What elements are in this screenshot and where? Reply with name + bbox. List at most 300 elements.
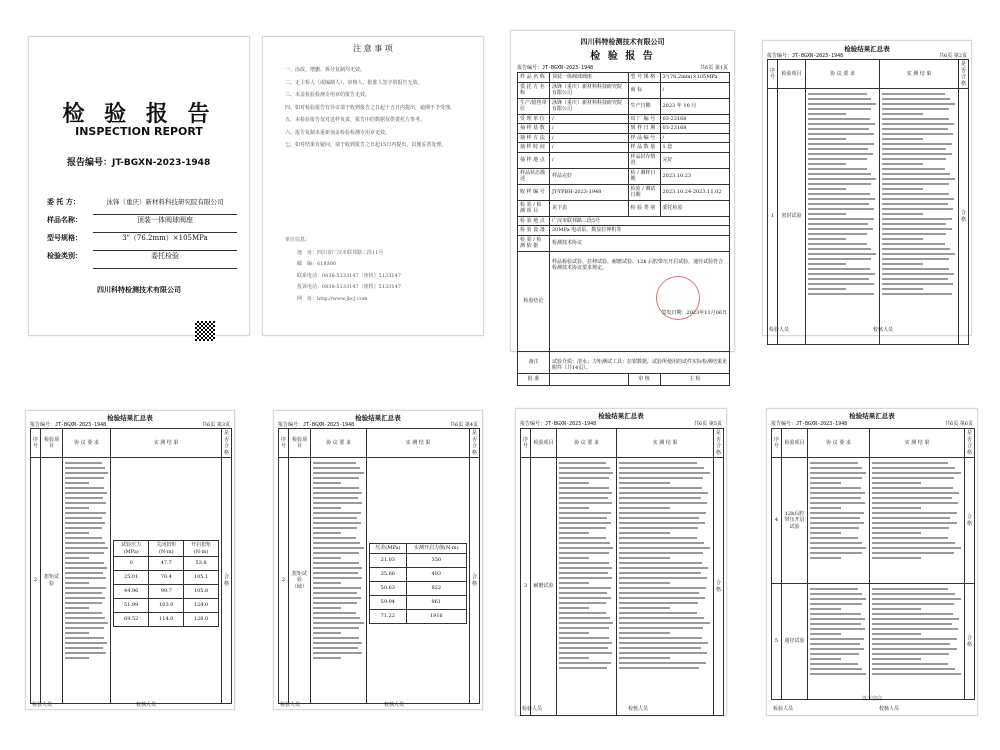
category-label: 检验类别： [47, 251, 82, 260]
text-line [313, 512, 361, 514]
text-line [808, 273, 875, 275]
info-row [518, 143, 730, 153]
torque-cell: 25.01 [114, 571, 149, 585]
info-label: 检验 / 测试日期 [628, 184, 660, 200]
text-line [810, 633, 841, 635]
text-line [65, 597, 105, 599]
req-cell [557, 458, 617, 716]
text-line [808, 233, 867, 235]
summary-title: 检验结果汇总表 [107, 414, 153, 422]
text-line [882, 93, 945, 95]
text-line [882, 253, 955, 255]
text-line [810, 557, 841, 559]
text-lines [882, 93, 956, 343]
text-line [65, 542, 105, 544]
text-line [810, 658, 841, 660]
reviewer-label: 校核人员 [384, 702, 405, 708]
item-header: 检验项目 [41, 429, 63, 458]
req-header: 协 议 要 求 [311, 429, 367, 458]
text-line [65, 642, 107, 644]
text-line [810, 462, 858, 464]
text-line [808, 98, 871, 100]
sample-label: 样品名称： [47, 215, 82, 224]
text-line [559, 637, 609, 639]
text-line [810, 547, 866, 549]
summary-title: 检验结果汇总表 [598, 412, 644, 420]
seq-cell: 1 [768, 89, 778, 345]
text-line [65, 647, 103, 649]
text-line [559, 512, 611, 514]
judge-cell: 合格 [964, 458, 974, 584]
text-line [810, 492, 865, 494]
text-line [872, 497, 952, 499]
seq-cell: 2 [279, 458, 289, 704]
text-line [313, 497, 358, 499]
seq-cell: 3 [521, 458, 531, 716]
text-line [619, 497, 701, 499]
text-line [313, 647, 358, 649]
text-line [559, 577, 612, 579]
text-line [808, 198, 875, 200]
text-line [810, 507, 841, 509]
text-line [619, 607, 670, 609]
sign-row [518, 373, 730, 385]
text-line [65, 592, 102, 594]
text-line [872, 522, 957, 524]
text-line [808, 243, 867, 245]
text-line [872, 633, 921, 635]
text-line [810, 663, 858, 665]
text-line [65, 572, 103, 574]
seq-header: 序号 [772, 429, 782, 458]
sample-value: 顶装一体阀球阀座 [93, 215, 237, 233]
text-line [619, 667, 699, 669]
text-line [808, 183, 871, 185]
text-line [872, 477, 954, 479]
text-line [810, 517, 860, 519]
text-line [882, 138, 923, 140]
text-line [65, 507, 89, 509]
sample-row [47, 215, 237, 233]
text-line [65, 467, 105, 469]
torque-cell: 103.0 [149, 599, 184, 613]
text-line [808, 203, 869, 205]
text-line [313, 557, 341, 559]
req-header: 协 议 要 求 [806, 60, 880, 89]
info-value: 见下表 [550, 200, 629, 216]
notice-item: 二、无主检人（或编制人）、审核人、批准人签字的报告无效。 [285, 79, 423, 86]
text-line [619, 577, 707, 579]
text-line [559, 597, 611, 599]
torque-cell: 44.96 [114, 585, 149, 599]
text-line [872, 598, 961, 600]
seq-cell: 2 [31, 458, 41, 704]
torque-cell: 922 [406, 581, 466, 595]
judge-cell: 合格 [469, 458, 479, 704]
info-value: 委托检验 [660, 200, 730, 216]
text-line [872, 512, 957, 514]
text-line [619, 652, 707, 654]
text-line [65, 512, 106, 514]
text-line [313, 482, 341, 484]
sign-label: 审 核 [628, 373, 660, 385]
info-label: 检 / 测样日期 [628, 168, 660, 184]
text-line [808, 163, 846, 165]
text-line [808, 283, 874, 285]
req-cell [808, 458, 870, 584]
text-line [810, 598, 866, 600]
text-line [559, 552, 609, 554]
info-label: 检 验 类 别 [628, 200, 660, 216]
torque-cell: 53.8 [184, 557, 219, 571]
info-value: 03-23168 [660, 114, 730, 124]
info-label: 抽 样 方 法 [518, 133, 550, 143]
text-line [619, 567, 708, 569]
item-header: 检验项目 [531, 429, 557, 458]
text-line [313, 527, 357, 529]
text-line [559, 562, 609, 564]
report-no: 报告编号：JT-BGXN-2023-1948 [517, 65, 594, 71]
res-header: 实 测 结 果 [870, 429, 965, 458]
text-line [313, 587, 361, 589]
judge-cell: 合格 [964, 584, 974, 700]
qr-code [195, 321, 215, 341]
info-row [518, 184, 730, 200]
text-line [810, 653, 859, 655]
info-label: 抽 样 时 间 [518, 143, 550, 153]
info-row [518, 351, 730, 373]
item-cell: 密封试验 [778, 89, 806, 345]
text-line [313, 657, 341, 659]
info-value: / [550, 124, 629, 134]
judge-cell: 合格 [713, 458, 723, 716]
report-no-label: 报告编号： [67, 158, 113, 168]
info-label: 抽 样 基 数 [518, 124, 550, 134]
text-line [872, 628, 958, 630]
text-line [808, 123, 875, 125]
text-line [808, 293, 874, 295]
text-line [808, 268, 870, 270]
sign-cell [550, 373, 629, 385]
phone: 联系电话：0838-5133147（座机）5133147 [297, 272, 401, 279]
torque-cell: 35.66 [370, 567, 407, 581]
torque-cell: 0 [114, 557, 149, 571]
summary-page: 共6页 第3页 [202, 422, 230, 428]
summary-page-3 [25, 410, 235, 710]
text-line [810, 613, 861, 615]
text-line [872, 547, 961, 549]
text-line [808, 133, 874, 135]
text-line [313, 572, 358, 574]
text-line [808, 188, 846, 190]
info-value: 泳锋（重庆）新材料科技研究院有限公司 [550, 98, 629, 114]
text-line [559, 477, 609, 479]
text-line [882, 128, 948, 130]
text-line [65, 577, 106, 579]
text-line [808, 158, 867, 160]
text-line [619, 472, 710, 474]
text-line [882, 218, 952, 220]
text-line [808, 178, 876, 180]
info-value: / [550, 133, 629, 143]
report-no: JT-BGXN-2023-1948 [112, 158, 211, 168]
text-line [810, 618, 865, 620]
notice-item: 七、如对结果有疑问，请于收到报告之日起15日内提出，以便妥善处理。 [285, 142, 447, 148]
req-cell [808, 584, 870, 700]
torque-cell: 961 [406, 595, 466, 609]
torque-table [369, 543, 467, 624]
text-line [882, 188, 923, 190]
text-line [313, 577, 362, 579]
text-line [559, 587, 611, 589]
seq-cell: 4 [772, 458, 782, 584]
summary-table [767, 59, 969, 345]
info-value: 试验介质：清水；力矩测试工具：拉钳数据，试验所使用的试件实际检测结果见附件（共14页）。 [550, 351, 730, 373]
text-line [559, 567, 612, 569]
text-line [872, 663, 948, 665]
text-line [808, 208, 874, 210]
text-line [872, 603, 954, 605]
issue-date: 签发日期：2023年11月06日 [661, 309, 727, 316]
item-header: 检验项目 [289, 429, 311, 458]
text-line [882, 118, 949, 120]
text-line [808, 253, 876, 255]
info-value: 1 套 [660, 143, 730, 153]
cover-org: 四川科特检测技术有限公司 [97, 285, 181, 294]
info-value: 03-23168 [660, 124, 730, 134]
text-line [810, 648, 864, 650]
text-line [808, 128, 869, 130]
info-row [518, 114, 730, 124]
text-line [808, 148, 868, 150]
text-line [872, 502, 958, 504]
torque-cell: 105.8 [184, 585, 219, 599]
text-line [872, 608, 921, 610]
item-cell: 12h后腔带压开启试验 [782, 458, 808, 584]
text-line [619, 482, 670, 484]
report-page-no: 共6页 第1页 [700, 65, 728, 71]
text-line [619, 552, 703, 554]
summary-page-5 [515, 408, 727, 716]
text-line [619, 632, 670, 634]
info-label: 生产/销售单位 [518, 98, 550, 114]
text-line [882, 288, 923, 290]
info-row [518, 98, 730, 114]
text-line [882, 153, 952, 155]
text-line [808, 223, 868, 225]
text-line [65, 567, 107, 569]
summary-no: 报告编号：JT-BGXN-2023-1948 [278, 422, 355, 428]
text-line [559, 617, 610, 619]
text-line [872, 462, 948, 464]
notice-item: 一、涂改、增删、拆分复制均无效。 [285, 67, 366, 73]
text-line [808, 173, 871, 175]
text-line [882, 223, 946, 225]
inspection-seal [656, 276, 700, 320]
text-line [313, 472, 363, 474]
info-label: 受 理 单 位 [518, 114, 550, 124]
model-label: 型号规格： [47, 233, 82, 242]
text-line [559, 572, 608, 574]
seq-header: 序号 [31, 429, 41, 458]
torque-row [114, 613, 219, 627]
text-line [619, 532, 670, 534]
summary-title: 检验结果汇总表 [355, 414, 401, 422]
notice-item: 五、本检验报告仅对送样负责，报告中的数据仅供委托方参考。 [285, 117, 426, 123]
info-label: 到 样 日 期 [628, 124, 660, 134]
text-line [313, 477, 359, 479]
text-lines [872, 462, 962, 582]
res-header: 实 测 结 果 [617, 429, 714, 458]
text-line [559, 482, 589, 484]
text-line [65, 617, 105, 619]
text-line [313, 592, 357, 594]
text-line [313, 597, 361, 599]
text-line [872, 618, 959, 620]
text-line [882, 163, 923, 165]
text-line [619, 547, 710, 549]
info-value: 泳锋（重庆）新材料科技研究院有限公司 [550, 82, 629, 98]
text-line [313, 637, 359, 639]
text-line [808, 193, 870, 195]
info-value: / [660, 82, 730, 98]
text-line [65, 632, 89, 634]
report-org: 四川科特检测技术有限公司 [580, 37, 665, 46]
info-row [518, 152, 730, 168]
text-line [313, 522, 361, 524]
text-line [619, 487, 702, 489]
inspector-label: 检验人员 [769, 327, 790, 333]
text-line [619, 467, 704, 469]
text-line [882, 263, 923, 265]
text-line [872, 593, 955, 595]
torque-row [114, 557, 219, 571]
report-page [510, 30, 735, 382]
text-line [872, 527, 949, 529]
text-line [872, 552, 954, 554]
torque-header: 开启扭矩(N·m) [184, 541, 219, 557]
text-line [882, 238, 923, 240]
summary-title: 检验结果汇总表 [849, 412, 895, 420]
text-line [872, 517, 950, 519]
text-line [559, 507, 589, 509]
info-label: 检 验 / 检 测 依 据 [518, 235, 550, 251]
info-row [518, 226, 730, 236]
text-line [559, 487, 609, 489]
torque-cell: 128.0 [184, 613, 219, 627]
info-label: 收 样 编 号 [518, 184, 550, 200]
info-label: 备注 [518, 351, 550, 373]
text-line [810, 502, 865, 504]
summary-title: 检验结果汇总表 [844, 45, 890, 53]
text-line [872, 542, 955, 544]
text-line [65, 657, 89, 659]
text-line [810, 497, 861, 499]
text-line [313, 607, 341, 609]
text-line [810, 472, 866, 474]
summary-table [520, 428, 724, 716]
summary-table [278, 428, 480, 704]
text-line [619, 512, 706, 514]
torque-row [370, 581, 467, 595]
notice-page [262, 36, 484, 336]
text-line [872, 658, 921, 660]
torque-cell: 105.1 [184, 571, 219, 585]
torque-row [370, 609, 467, 623]
text-line [65, 477, 104, 479]
text-line [559, 557, 589, 559]
text-line [619, 617, 704, 619]
text-line [810, 588, 858, 590]
contact-title: 单位信息： [285, 237, 311, 243]
text-line [882, 198, 954, 200]
text-line [882, 108, 949, 110]
reviewer-label: 校核人员 [879, 706, 900, 712]
text-lines [810, 588, 867, 698]
text-line [808, 258, 871, 260]
summary-page: 共6页 第4页 [450, 422, 478, 428]
text-line [559, 592, 607, 594]
text-line [810, 673, 866, 675]
text-line [810, 593, 862, 595]
text-line [65, 547, 108, 549]
text-line [619, 542, 704, 544]
text-line [810, 522, 864, 524]
text-line [559, 612, 606, 614]
info-label: 检 验 / 检 测 项 目 [518, 200, 550, 216]
judge-header: 是否合格 [221, 429, 231, 458]
info-value: 2023.10.23 [660, 168, 730, 184]
text-line [808, 113, 846, 115]
zip: 邮 编：618300 [297, 261, 337, 267]
info-row [518, 235, 730, 251]
text-line [619, 507, 670, 509]
text-line [808, 153, 873, 155]
text-line [559, 522, 611, 524]
text-line [559, 502, 612, 504]
req-cell [63, 458, 111, 704]
text-line [313, 632, 341, 634]
text-line [882, 258, 949, 260]
torque-cell: 1916 [406, 609, 466, 623]
text-line [619, 557, 670, 559]
text-lines [872, 588, 962, 698]
text-line [65, 527, 102, 529]
text-line [882, 98, 950, 100]
summary-page: 共6页 第6页 [945, 421, 973, 427]
sign-label: 主 检 [660, 373, 730, 385]
text-line [808, 143, 874, 145]
info-row [518, 200, 730, 216]
text-line [65, 522, 105, 524]
text-line [882, 248, 950, 250]
text-line [559, 547, 613, 549]
text-line [65, 552, 104, 554]
cover-page [28, 36, 250, 336]
text-line [619, 627, 703, 629]
text-line [559, 657, 589, 659]
text-line [559, 462, 606, 464]
text-line [619, 622, 710, 624]
seq-header: 序号 [279, 429, 289, 458]
info-value: 2023 年 10 月 [660, 98, 730, 114]
text-line [882, 293, 952, 295]
torque-cell: 350 [406, 553, 466, 567]
info-label: 委 托 方 名 称 [518, 82, 550, 98]
text-line [313, 502, 362, 504]
item-cell: 通径试验 [782, 584, 808, 700]
text-line [559, 662, 611, 664]
